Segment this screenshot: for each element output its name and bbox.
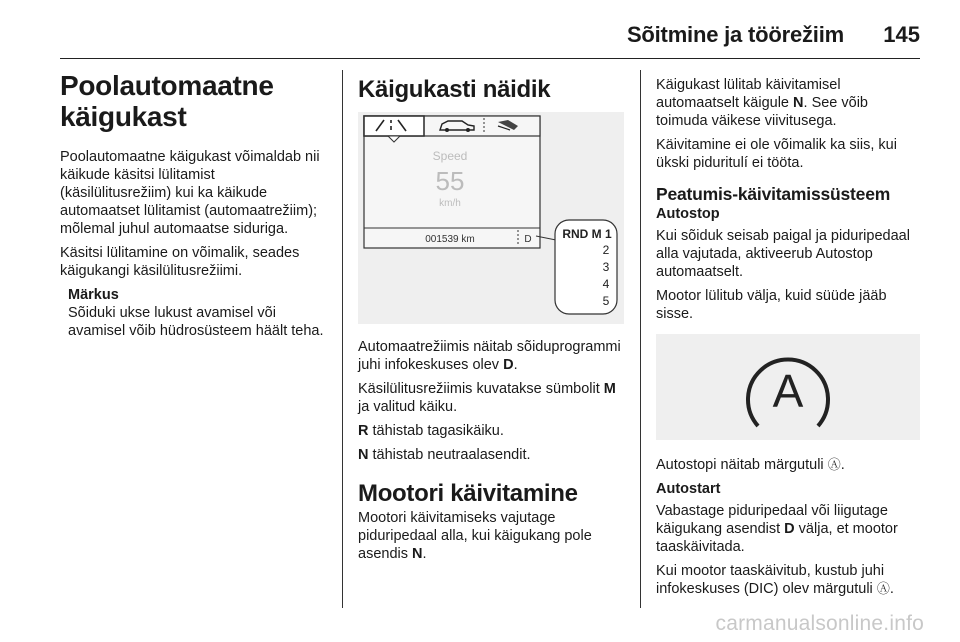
paragraph <box>358 509 624 563</box>
column-middle <box>358 70 624 103</box>
gear-number: 4 <box>602 277 610 291</box>
paragraph <box>656 456 922 474</box>
text: Vabastage piduripedaal või liigutage käigukang asendist <box>656 503 888 537</box>
paragraph <box>358 380 624 416</box>
gear-row: RND M 1 <box>562 227 612 241</box>
text: tähistab neutraalasendit. <box>368 447 531 463</box>
note-box <box>60 286 326 340</box>
paragraph: Käsitsi lülitamine on võimalik, seades käigukangi käsilülitusrežiimi. <box>60 245 300 279</box>
autostop-symbol-illustration <box>656 334 920 440</box>
instrument-cluster-illustration <box>358 112 624 324</box>
text: . <box>422 546 427 562</box>
text: ja valitud käiku. <box>358 399 458 415</box>
paragraph: Mootor lülitub välja, kuid süüde jääb sisse. <box>656 288 887 322</box>
section-heading: Poolautomaatne käigukast <box>60 70 274 132</box>
gear-number: 3 <box>602 260 610 274</box>
gear-indicator-figure <box>358 112 624 324</box>
note-label: Märkus <box>68 287 119 303</box>
text: Autostopi näitab märgutuli <box>656 457 824 473</box>
bold-text: D <box>503 357 514 373</box>
gear-number: 5 <box>602 294 610 308</box>
subsection-heading: Autostop <box>656 206 720 222</box>
column-left <box>60 70 326 340</box>
bold-text: R <box>358 423 369 439</box>
text: Käigukast lülitab käivitamisel automaatselt käigule <box>656 77 841 111</box>
paragraph <box>656 562 922 598</box>
paragraph: Käivitamine ei ole võimalik ka siis, kui ükski piduritulí ei tööta. <box>656 137 897 171</box>
paragraph <box>358 338 624 374</box>
section-heading: Peatumis-käivitamissüsteem <box>656 184 891 204</box>
speed-value: 55 <box>435 166 465 196</box>
paragraph <box>656 502 922 556</box>
column-divider <box>640 70 641 608</box>
gear-number: 2 <box>602 243 610 257</box>
bold-text: M <box>603 381 616 397</box>
text: Automaatrežiimis näitab sõiduprogrammi juhi infokeskuses olev <box>358 339 621 373</box>
page-header <box>60 14 920 59</box>
note-text: Sõiduki ukse lukust avamisel või avamisel võib hüdrosüsteem häält teha. <box>68 305 324 339</box>
text: . See võib toimuda väikese viivitusega. <box>656 95 869 129</box>
speed-label: Speed <box>432 149 468 163</box>
autostop-indicator-icon: Ⓐ <box>876 581 890 596</box>
autostop-indicator-icon: Ⓐ <box>827 457 841 472</box>
paragraph: Poolautomaatne käigukast võimaldab nii käikude käsitsi lülitamist (käsilülitusrežiim) kui ka käikude automaatset lülitamist (automaatrežiim); mõlemal juhul automaatse siduriga. <box>60 149 320 237</box>
autostop-icon: A <box>772 365 804 417</box>
paragraph <box>656 76 922 130</box>
text: tähistab tagasikäiku. <box>368 423 504 439</box>
page-number: 145 <box>883 22 920 47</box>
column-divider <box>342 70 343 608</box>
subsection-heading: Autostart <box>656 481 721 497</box>
section-heading: Mootori käivitamine <box>358 480 578 507</box>
odometer-readout: 001539 km <box>425 234 475 245</box>
text: . <box>840 457 845 473</box>
text: . <box>889 581 894 597</box>
paragraph <box>358 422 624 440</box>
column-right-lower <box>656 456 922 598</box>
text: Käsilülitusrežiimis kuvatakse sümbolit <box>358 381 604 397</box>
bold-text: D <box>784 521 795 537</box>
chapter-title: Sõitmine ja töörežiim <box>626 22 844 47</box>
gear-indicator-small: D <box>524 234 532 245</box>
speed-unit: km/h <box>439 198 461 209</box>
column-right <box>656 76 922 323</box>
bold-text: N <box>793 95 804 111</box>
column-middle-text <box>358 338 624 563</box>
paragraph <box>358 446 624 464</box>
text: välja, et mootor taaskäivitada. <box>656 521 898 555</box>
bold-text: N <box>412 546 423 562</box>
section-heading: Käigukasti näidik <box>358 76 551 103</box>
paragraph: Kui sõiduk seisab paigal ja piduripedaal alla vajutada, aktiveerub Autostop automaatselt. <box>656 228 910 280</box>
text: . <box>513 357 518 373</box>
text: Kui mootor taaskäivitub, kustub juhi infokeskuses (DIC) olev märgutuli <box>656 563 885 597</box>
text: Mootori käivitamiseks vajutage piduripedaal alla, kui käigukang pole asendis <box>358 510 592 562</box>
autostop-figure <box>656 334 920 440</box>
watermark: carmanualsonline.info <box>715 612 924 635</box>
bold-text: N <box>358 447 369 463</box>
